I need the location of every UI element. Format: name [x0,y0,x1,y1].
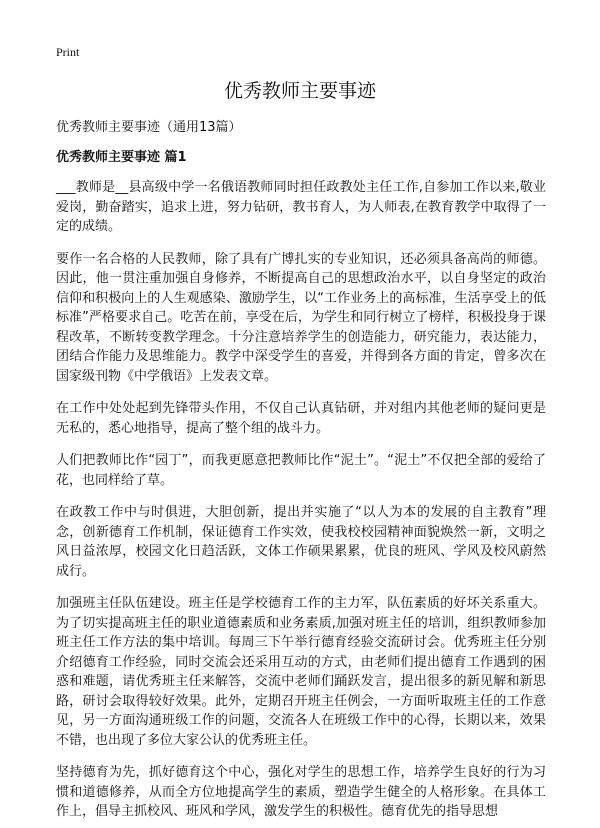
paragraph: 在政教工作中与时俱进，大胆创新，提出并实施了“以人为本的发展的自主教育”理念，创新德育工作机制，保证德育工作实效，使我校校园精神面貌焕然一新，文明之风日益浓厚，校园文化日趋活跃，文体工作硕果累累，优良的班风、学风及校风蔚然成行。 [56,505,546,579]
document-body [56,178,546,828]
paragraph: 人们把教师比作“园丁”，而我更愿意把教师比作“泥土”。“泥土”不仅把全部的爱给了花，也同样给了草。 [56,453,546,488]
paragraph: 在工作中处处起到先锋带头作用，不仅自己认真钻研，并对组内其他老师的疑问更是无私的，悉心地指导，提高了整个组的战斗力。 [56,401,546,436]
paragraph: 加强班主任队伍建设。班主任是学校德育工作的主力军，队伍素质的好坏关系重大。为了切实提高班主任的职业道德素质和业务素质,加强对班主任的培训，组织教师参加班主任工作方法的集中培训。每周三下午举行德育经验交流研讨会。优秀班主任分别介绍德育工作经验，同时交流会还采用互动的方式，由老师们提出德育工作遇到的困惑和难题，请优秀班主任来解答，交流中老师们踊跃发言，提出很多的新见解和新思路，研讨会取得较好效果。此外，定期召开班主任例会，一方面听取班主任的工作意见，另一方面沟通班级工作的问题，交流各人在班级工作中的心得，长期以来，效果不错，也出现了多位大家公认的优秀班主任。 [56,596,546,748]
paragraph: ___教师是__县高级中学一名俄语教师同时担任政教处主任工作,自参加工作以来,敬业爱岗，勤奋踏实，追求上进，努力钻研，教书育人，为人师表,在教育教学中取得了一定的成绩。 [56,180,546,234]
print-link[interactable]: Print [56,45,80,59]
paragraph: 要作一名合格的人民教师，除了具有广博扎实的专业知识，还必须具备高尚的师德。因此，他一贯注重加强自身修养，不断提高自己的思想政治水平，以自身坚定的政治信仰和积极向上的人生观感染、激励学生，以“工作业务上的高标准，生活享受上的低标准”严格要求自己。吃苦在前，享受在后，为学生和同行树立了榜样，积极投身于课程改革，不断转变教学理念。十分注意培养学生的创造能力，研究能力，表达能力，团结合作能力及思维能力。教学中深受学生的喜爱，并得到各方面的肯定，曾多次在国家级刊物《中学俄语》上发表文章。 [56,251,546,384]
paragraph: 坚持德育为先，抓好德育这个中心，强化对学生的思想工作，培养学生良好的行为习惯和道德修养，从而全方位地提高学生的素质，塑造学生健全的人格形象。在具体工作上，倡导主抓校风、班风和学风，激发学生的积极性。德育优先的指导思想 [56,765,546,819]
section-heading: 优秀教师主要事迹 篇1 [56,150,187,165]
document-subtitle: 优秀教师主要事迹（通用13篇） [56,120,242,135]
page-title: 优秀教师主要事迹 [223,80,376,102]
